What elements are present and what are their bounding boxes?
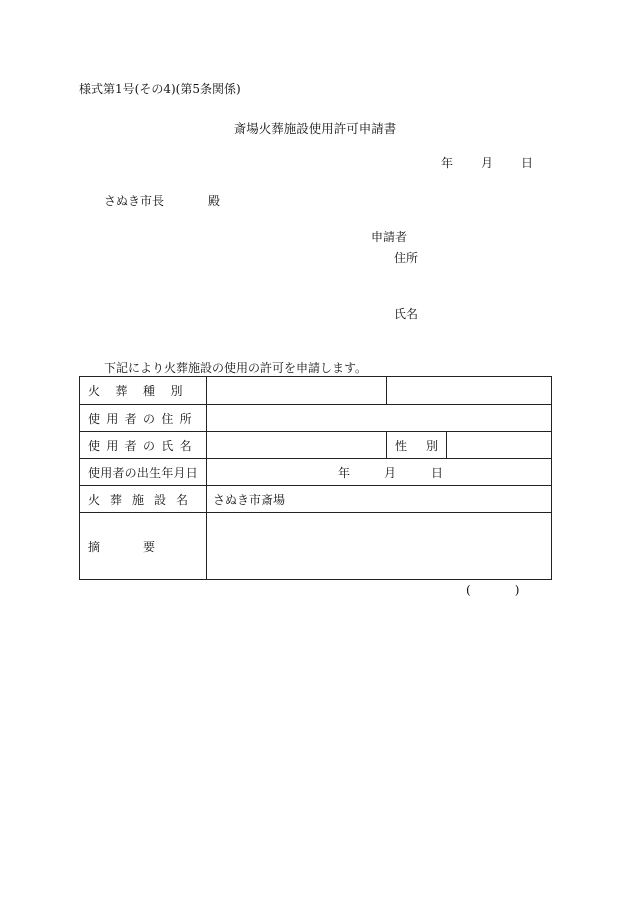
intro-text: 下記により火葬施設の使用の許可を申請します。 <box>104 361 368 375</box>
date-month-label: 月 <box>481 156 494 170</box>
field-user-name[interactable] <box>207 432 385 458</box>
field-birth-date[interactable] <box>207 459 551 485</box>
date-day-label: 日 <box>521 156 534 170</box>
applicant-name-label: 氏名 <box>394 307 419 321</box>
date-year-label: 年 <box>441 156 454 170</box>
label-cremation-type <box>80 377 207 404</box>
label-text: 使 用 者 の 氏 名 <box>88 438 192 453</box>
label-text: 使 用 者 の 住 所 <box>88 411 192 426</box>
birth-month-label: 月 <box>384 465 397 480</box>
label-remarks <box>80 513 207 579</box>
label-facility <box>80 486 207 512</box>
label-user-name <box>80 432 207 458</box>
footer-close-paren: ) <box>514 583 520 597</box>
table-row-user-name <box>80 432 551 459</box>
label-text: 摘 要 <box>88 539 156 554</box>
field-cremation-type[interactable] <box>207 377 551 404</box>
table-row-facility <box>80 486 551 513</box>
applicant-address-label: 住所 <box>394 251 419 265</box>
birth-year-label: 年 <box>338 465 351 480</box>
birth-day-label: 日 <box>431 465 444 480</box>
label-birth-date <box>80 459 207 485</box>
form-number: 様式第1号(その4)(第5条関係) <box>79 82 241 96</box>
table-row-cremation-type <box>80 377 551 405</box>
field-user-address[interactable] <box>207 405 551 431</box>
field-facility: さぬき市斎場 <box>213 492 286 507</box>
label-text: 火 葬 種 別 <box>88 384 183 398</box>
field-remarks[interactable] <box>207 513 551 579</box>
label-text: 使 用 者 の 出 生 年 月 日 <box>88 465 198 480</box>
addressee-name: さぬき市長 <box>104 194 165 208</box>
footer-parentheses <box>466 583 519 597</box>
cremation-type-divider <box>386 377 387 404</box>
field-sex[interactable] <box>447 432 551 458</box>
table-row-birth-date <box>80 459 551 486</box>
application-table <box>79 376 552 580</box>
document-title: 斎場火葬施設使用許可申請書 <box>233 121 397 136</box>
addressee <box>104 192 220 209</box>
label-sex <box>387 432 447 458</box>
application-date <box>441 154 533 171</box>
footer-open-paren: ( <box>466 583 471 597</box>
label-text: 性 別 <box>395 438 438 453</box>
table-row-user-address <box>80 405 551 432</box>
addressee-honorific: 殿 <box>208 194 221 208</box>
label-user-address <box>80 405 207 431</box>
table-row-remarks <box>80 513 551 579</box>
applicant-label: 申請者 <box>371 230 408 244</box>
label-text: 火 葬 施 設 名 <box>88 492 189 507</box>
